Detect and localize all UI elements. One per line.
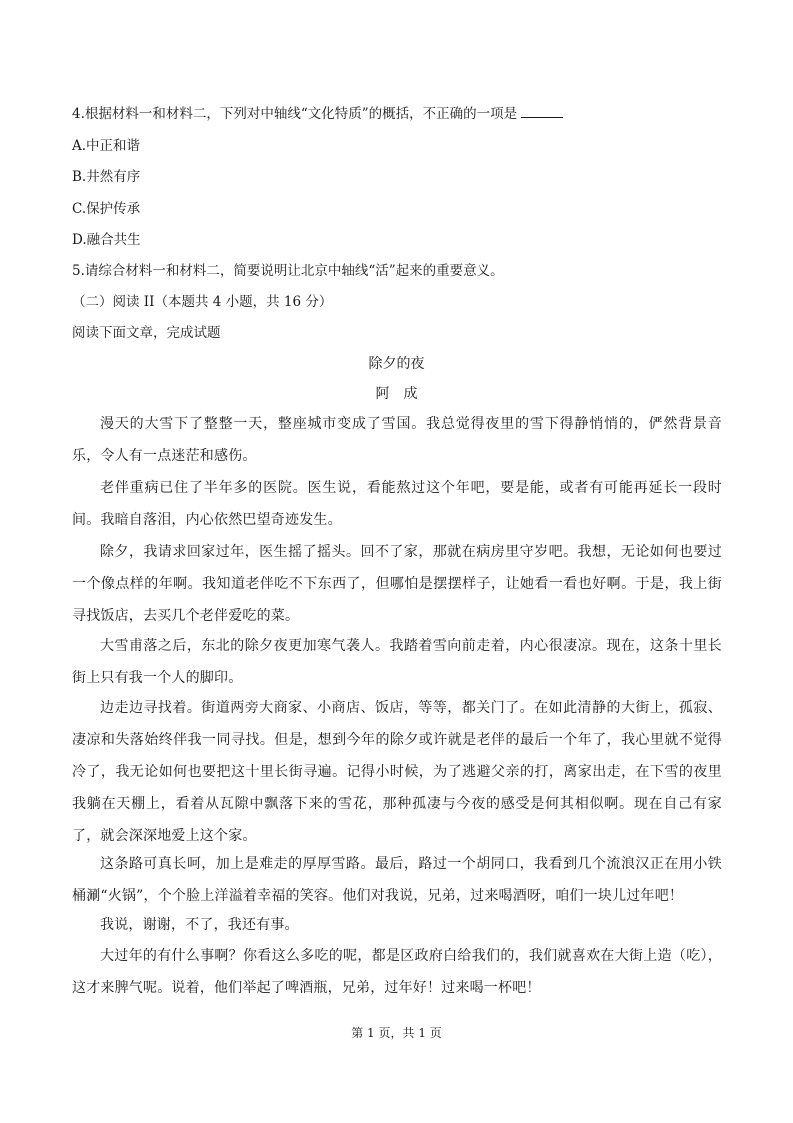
answer-blank [521,105,563,118]
option-c: C.保护传承 [72,201,141,217]
article-paragraph-7: 我说，谢谢，不了，我还有事。 [100,917,299,933]
article-paragraph-4: 大雪甫落之后，东北的除夕夜更加寒气袭人。我踏着雪向前走着，内心很凄凉。现在，这条十里长街上只有我一个人的脚印。 [72,638,722,686]
article-paragraph-1: 漫天的大雪下了整整一天，整座城市变成了雪国。我总觉得夜里的雪下得静悄悄的，俨然背景音乐，令人有一点迷茫和感伤。 [72,416,722,464]
question-4-stem: 4.根据材料一和材料二，下列对中轴线“文化特质”的概括，不正确的一项是 [72,106,518,122]
article-paragraph-3: 除夕，我请求回家过年，医生摇了摇头。回不了家，那就在病房里守岁吧。我想，无论如何也要过一个像点样的年啊。我知道老伴吃不下东西了，但哪怕是摆摆样子，让她看一看也好啊。于是，我上街寻找饭店，去买几个老伴爱吃的菜。 [72,544,722,624]
option-b: B.井然有序 [72,169,141,185]
article-paragraph-5: 边走边寻找着。街道两旁大商家、小商店、饭店，等等，都关门了。在如此清静的大街上，孤寂、凄凉和失落始终伴我一同寻找。但是，想到今年的除夕或许就是老伴的最后一个年了，我心里就不觉得冷了，我无论如何也要把这十里长街寻遍。记得小时候，为了逃避父亲的打，离家出走，在下雪的夜里我躺在天棚上，看着从瓦隙中飘落下来的雪花，那种孤凄与今夜的感受是何其相似啊。现在自己有家了，就会深深地爱上这个家。 [72,700,722,844]
article-author: 阿 成 [375,386,418,402]
section-heading: （二）阅读 II（本题共 4 小题，共 16 分） [72,294,333,310]
section-instruction: 阅读下面文章，完成试题 [72,325,221,341]
question-5: 5.请综合材料一和材料二，简要说明让北京中轴线“活”起来的重要意义。 [72,263,504,279]
article-paragraph-6: 这条路可真长呵，加上是难走的厚厚雪路。最后，路过一个胡同口，我看到几个流浪汉正在用小铁桶涮“火锅”，个个脸上洋溢着幸福的笑容。他们对我说，兄弟，过来喝酒呀，咱们一块儿过年吧！ [72,856,722,904]
article-paragraph-2: 老伴重病已住了半年多的医院。医生说，看能熬过这个年吧，要是能，或者有可能再延长一段时间。我暗自落泪，内心依然巴望奇迹发生。 [72,480,722,528]
question-4 [72,104,563,124]
page-footer: 第 1 页，共 1 页 [351,1026,442,1040]
article-paragraph-8: 大过年的有什么事啊？你看这么多吃的呢，都是区政府白给我们的，我们就喜欢在大街上造（吃），这才来脾气呢。说着，他们举起了啤酒瓶，兄弟，过年好！过来喝一杯吧！ [72,948,722,996]
option-d: D.融合共生 [72,232,141,248]
article-title: 除夕的夜 [368,356,425,372]
option-a: A.中正和谐 [72,138,141,154]
